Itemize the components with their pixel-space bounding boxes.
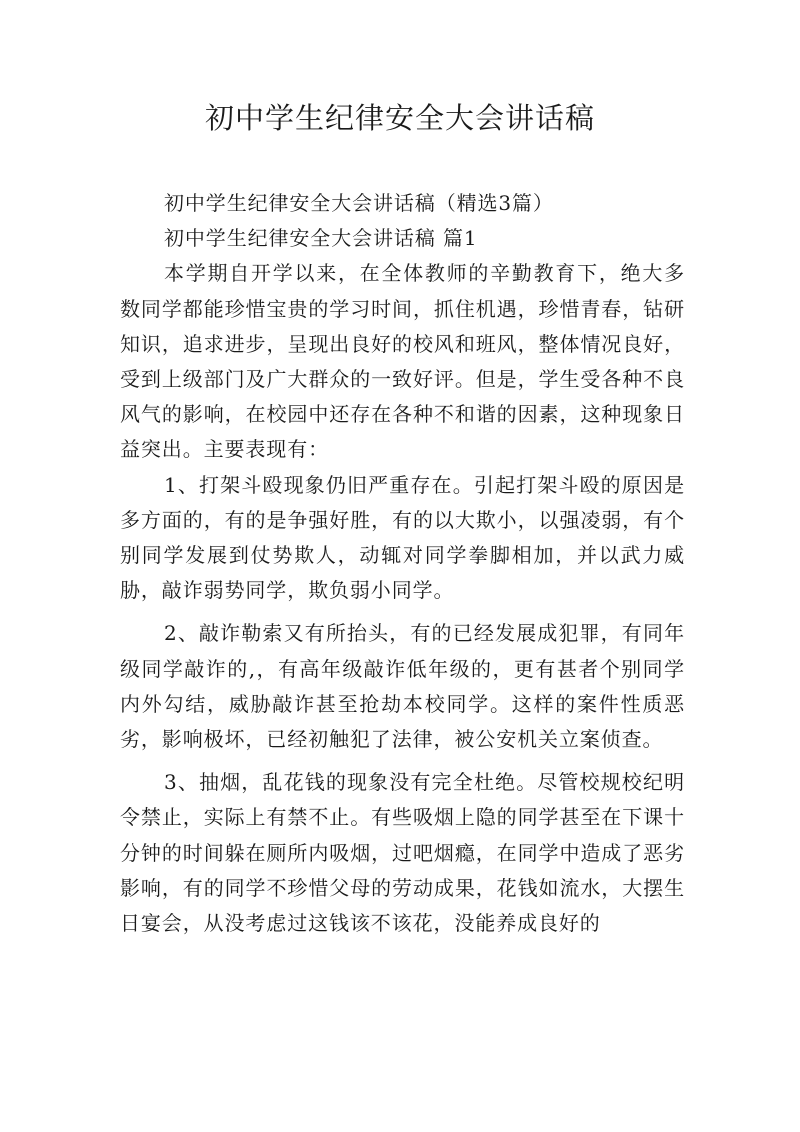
subtitle-paragraph: 初中学生纪律安全大会讲话稿（精选3篇） [164, 191, 554, 215]
document-body [120, 186, 685, 941]
intro-paragraph: 本学期自开学以来，在全体教师的辛勤教育下，绝大多数同学都能珍惜宝贵的学习时间，抓住机遇，珍惜青春，钻研知识，追求进步，呈现出良好的校风和班风，整体情况良好，受到上级部门及广大群众的一致好评。但是，学生受各种不良风气的影响，在校园中还存在各种不和谐的因素，这种现象日益突出。主要表现有： [120, 261, 685, 462]
point-2-paragraph: 2、敲诈勒索又有所抬头，有的已经发展成犯罪，有同年级同学敲诈的,，有高年级敲诈低年级的，更有甚者个别同学内外勾结，威胁敲诈甚至抢劫本校同学。这样的案件性质恶劣，影响极坏，已经初触犯了法律，被公安机关立案侦查。 [120, 621, 685, 752]
section-heading: 初中学生纪律安全大会讲话稿 篇1 [164, 226, 478, 251]
point-3-paragraph: 3、抽烟，乱花钱的现象没有完全杜绝。尽管校规校纪明令禁止，实际上有禁不止。有些吸烟上隐的同学甚至在下课十分钟的时间躲在厕所内吸烟，过吧烟瘾，在同学中造成了恶劣影响，有的同学不珍惜父母的劳动成果，花钱如流水，大摆生日宴会，从没考虑过这钱该不该花，没能养成良好的 [120, 770, 685, 936]
point-1-paragraph: 1、打架斗殴现象仍旧严重存在。引起打架斗殴的原因是多方面的，有的是争强好胜，有的以大欺小，以强凌弱，有个别同学发展到仗势欺人，动辄对同学拳脚相加，并以武力威胁，敲诈弱势同学，欺负弱小同学。 [120, 472, 685, 603]
document-title: 初中学生纪律安全大会讲话稿 [204, 101, 595, 135]
